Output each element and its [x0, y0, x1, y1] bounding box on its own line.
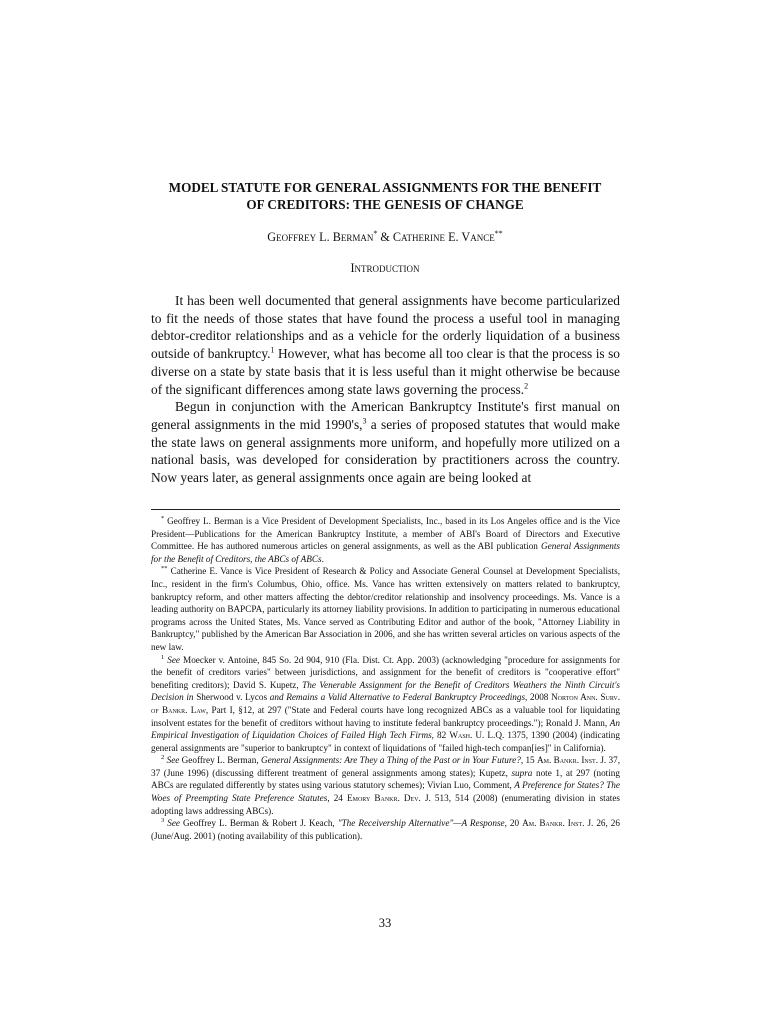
footnote-1: $^1$ See Moecker v. Antoine, 845 So. 2d 904, 910 (Fla. Dist. Ct. App. 2003) (acknowledging "procedure for assignments for the benefit of creditors varies" between jurisdictions, and assignment for the benefit of creditors is "cooperative effort" benefiting creditors); David S. Kupetz, The Venerable Assignment for the Benefit of Creditors Weathers the Ninth Circuit's Decision in Sherwood v. Lycos and Remains a Valid Alternative to Federal Bankruptcy Proceedings, 2008 Norton Ann. Surv. of Bankr. Law, Part I, §12, at 297 ("State and Federal courts have long recognized ABCs as a valuable tool for liquidating insolvent estates for the benefit of creditors without having to institute federal bankruptcy proceedings."); Ronald J. Mann, An Empirical Investigation of Liquidation Choices of Failed High Tech Firms, 82 Wash. U. L.Q. 1375, 1390 (2004) (indicating general assignments are "superior to bankruptcy" in context of liquidations of "failed high-tech compan[ies]" in California). [151, 653, 621, 753]
author-name-vance: Catherine E. Vance [392, 230, 495, 245]
footnote-3: $^3$ See Geoffrey L. Berman & Robert J. Keach, "The Receivership Alternative"—A Response, 20 Am. Bankr. Inst. J. 26, 26 (June/Aug. 2001) (noting availability of this publication). [151, 817, 620, 841]
article-title-line-1: MODEL STATUTE FOR GENERAL ASSIGNMENTS FOR THE BENEFIT [168, 180, 602, 195]
body-paragraph-2: Begun in conjunction with the American Bankruptcy Institute's first manual on general assignments in the mid 1990's,$^3$ a series of proposed statutes that would make the state laws on general assignments more uniform, and hopefully more utilized on a national basis, was developed for consideration by practitioners across the country. Now years later, as general assignments once again are being looked at [151, 399, 620, 486]
footnote-2: $^2$ See Geoffrey L. Berman, General Assignments: Are They a Thing of the Past or in Your Future?, 15 Am. Bankr. Inst. J. 37, 37 (June 1996) (discussing different treatment of general assignments among states); Kupetz, supra note 1, at 297 (noting ABCs are regulated differently by states using various statutory schemes); Vivian Luo, Comment, A Preference for States? The Woes of Preempting State Preference Statutes, 24 Emory Bankr. Dev. J. 513, 514 (2008) (enumerating division in states adopting laws addressing ABCs). [151, 754, 621, 816]
footnote-double-star: ** Catherine E. Vance is Vice President of Research & Policy and Associate General Counsel at Development Specialists, Inc., resident in the firm's Columbus, Ohio, office. Ms. Vance has written extensively on matters related to bankruptcy, bankruptcy reform, and other matters affecting the debtor/creditor relationship and insolvency proceedings. Ms. Vance is a leading authority on BAPCPA, particularly its attorney liability provisions. In addition to participating in numerous educational programs across the United States, Ms. Vance served as Contributing Editor and author of the book, "Attorney Liability in Bankruptcy," published by the American Bar Association in 2006, and she has written several articles on various aspects of the new law. [151, 565, 620, 652]
author-footnote-mark-1: * [373, 229, 378, 238]
footnote-star: * Geoffrey L. Berman is a Vice President of Development Specialists, Inc., based in its Los Angeles office and is the Vice President—Publications for the American Bankruptcy Institute, a member of ABI's Board of Directors and Executive Committee. He has authored numerous articles on general assignments, as well as the ABI publication General Assignments for the Benefit of Creditors, the ABCs of ABCs. [151, 514, 620, 564]
article-title [140, 179, 630, 213]
author-name-berman: Geoffrey L. Berman [267, 230, 374, 245]
section-heading: Introduction [350, 261, 420, 275]
page-number: 33 [378, 916, 392, 930]
article-title-line-2: OF CREDITORS: THE GENESIS OF CHANGE [246, 197, 524, 212]
footnote-divider [151, 509, 620, 510]
footnote-ref-1: 1 [270, 345, 275, 355]
footnote-ref-3: 3 [362, 416, 367, 426]
body-paragraph-1: It has been well documented that general assignments have become particularized to fit the needs of those states that have found the process a useful tool in managing debtor-creditor relationships and as a vehicle for the orderly liquidation of a business outside of bankruptcy.$^1$ However, what has become all too clear is that the process is so diverse on a state by state basis that it is less useful than it might otherwise be because of the significant differences among state laws governing the process.$^2$ [151, 293, 621, 397]
article-body [151, 292, 620, 487]
footnote-ref-2: 2 [524, 381, 529, 391]
author-footnote-mark-2: ** [494, 229, 503, 238]
author-byline [140, 229, 630, 245]
author-separator: & [377, 230, 393, 245]
footnotes [151, 515, 620, 842]
